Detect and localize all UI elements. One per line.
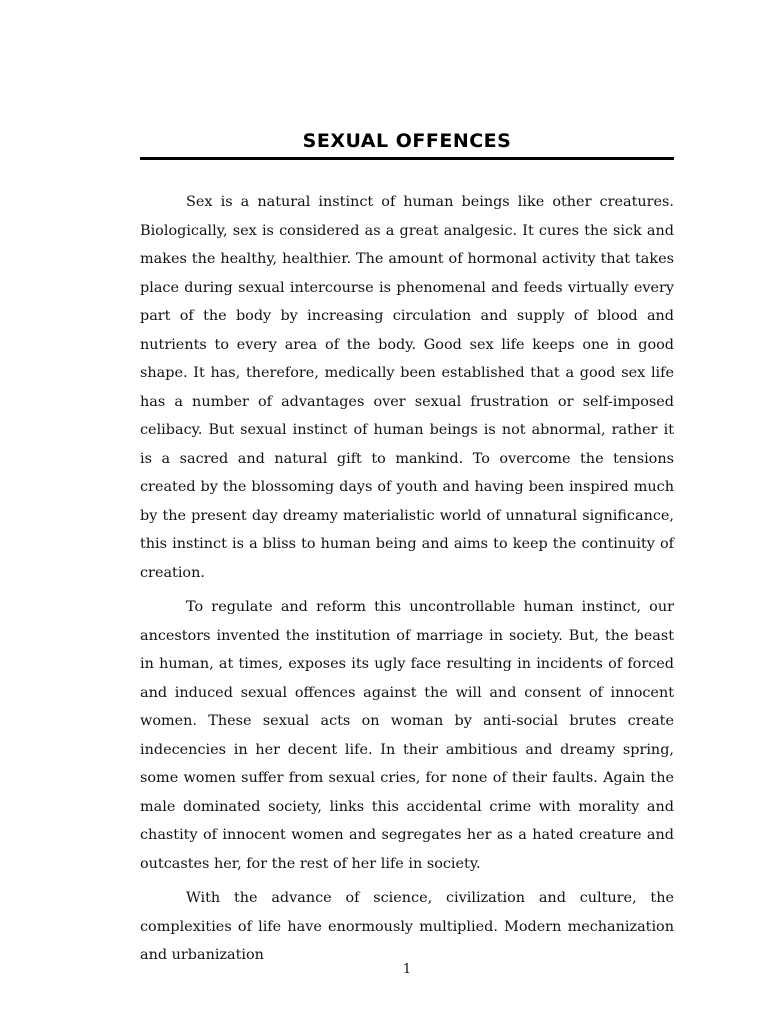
page-number: 1 [402,962,412,977]
paragraph-2: To regulate and reform this uncontrollable human instinct, our ancestors invented the institution of marriage in society. But, the beast in human, at times, exposes its ugly face resulting in incidents of forced and induced sexual offences against the will and consent of innocent women. These sexual acts on woman by anti-social brutes create indecencies in her decent life. In their ambitious and dreamy spring, some women suffer from sexual cries, for none of their faults. Again the male dominated society, links this accidental crime with morality and chastity of innocent women and segregates her as a hated creature and outcastes her, for the rest of her life in society. [140,599,674,872]
body-text [140,188,674,976]
page-title: SEXUAL OFFENCES [302,130,512,152]
paragraph-1: Sex is a natural instinct of human beings like other creatures. Biologically, sex is considered as a great analgesic. It cures the sick and makes the healthy, healthier. The amount of hormonal activity that takes place during sexual intercourse is phenomenal and feeds virtually every part of the body by increasing circulation and supply of blood and nutrients to every area of the body. Good sex life keeps one in good shape. It has, therefore, medically been established that a good sex life has a number of advantages over sexual frustration or self-imposed celibacy. But sexual instinct of human beings is not abnormal, rather it is a sacred and natural gift to mankind. To overcome the tensions created by the blossoming days of youth and having been inspired much by the present day dreamy materialistic world of unnatural significance, this instinct is a bliss to human being and aims to keep the continuity of creation. [140,194,674,581]
title-underline [140,157,674,160]
paragraph-3: With the advance of science, civilization and culture, the complexities of life have enormously multiplied. Modern mechanization and urbanization [140,890,674,963]
